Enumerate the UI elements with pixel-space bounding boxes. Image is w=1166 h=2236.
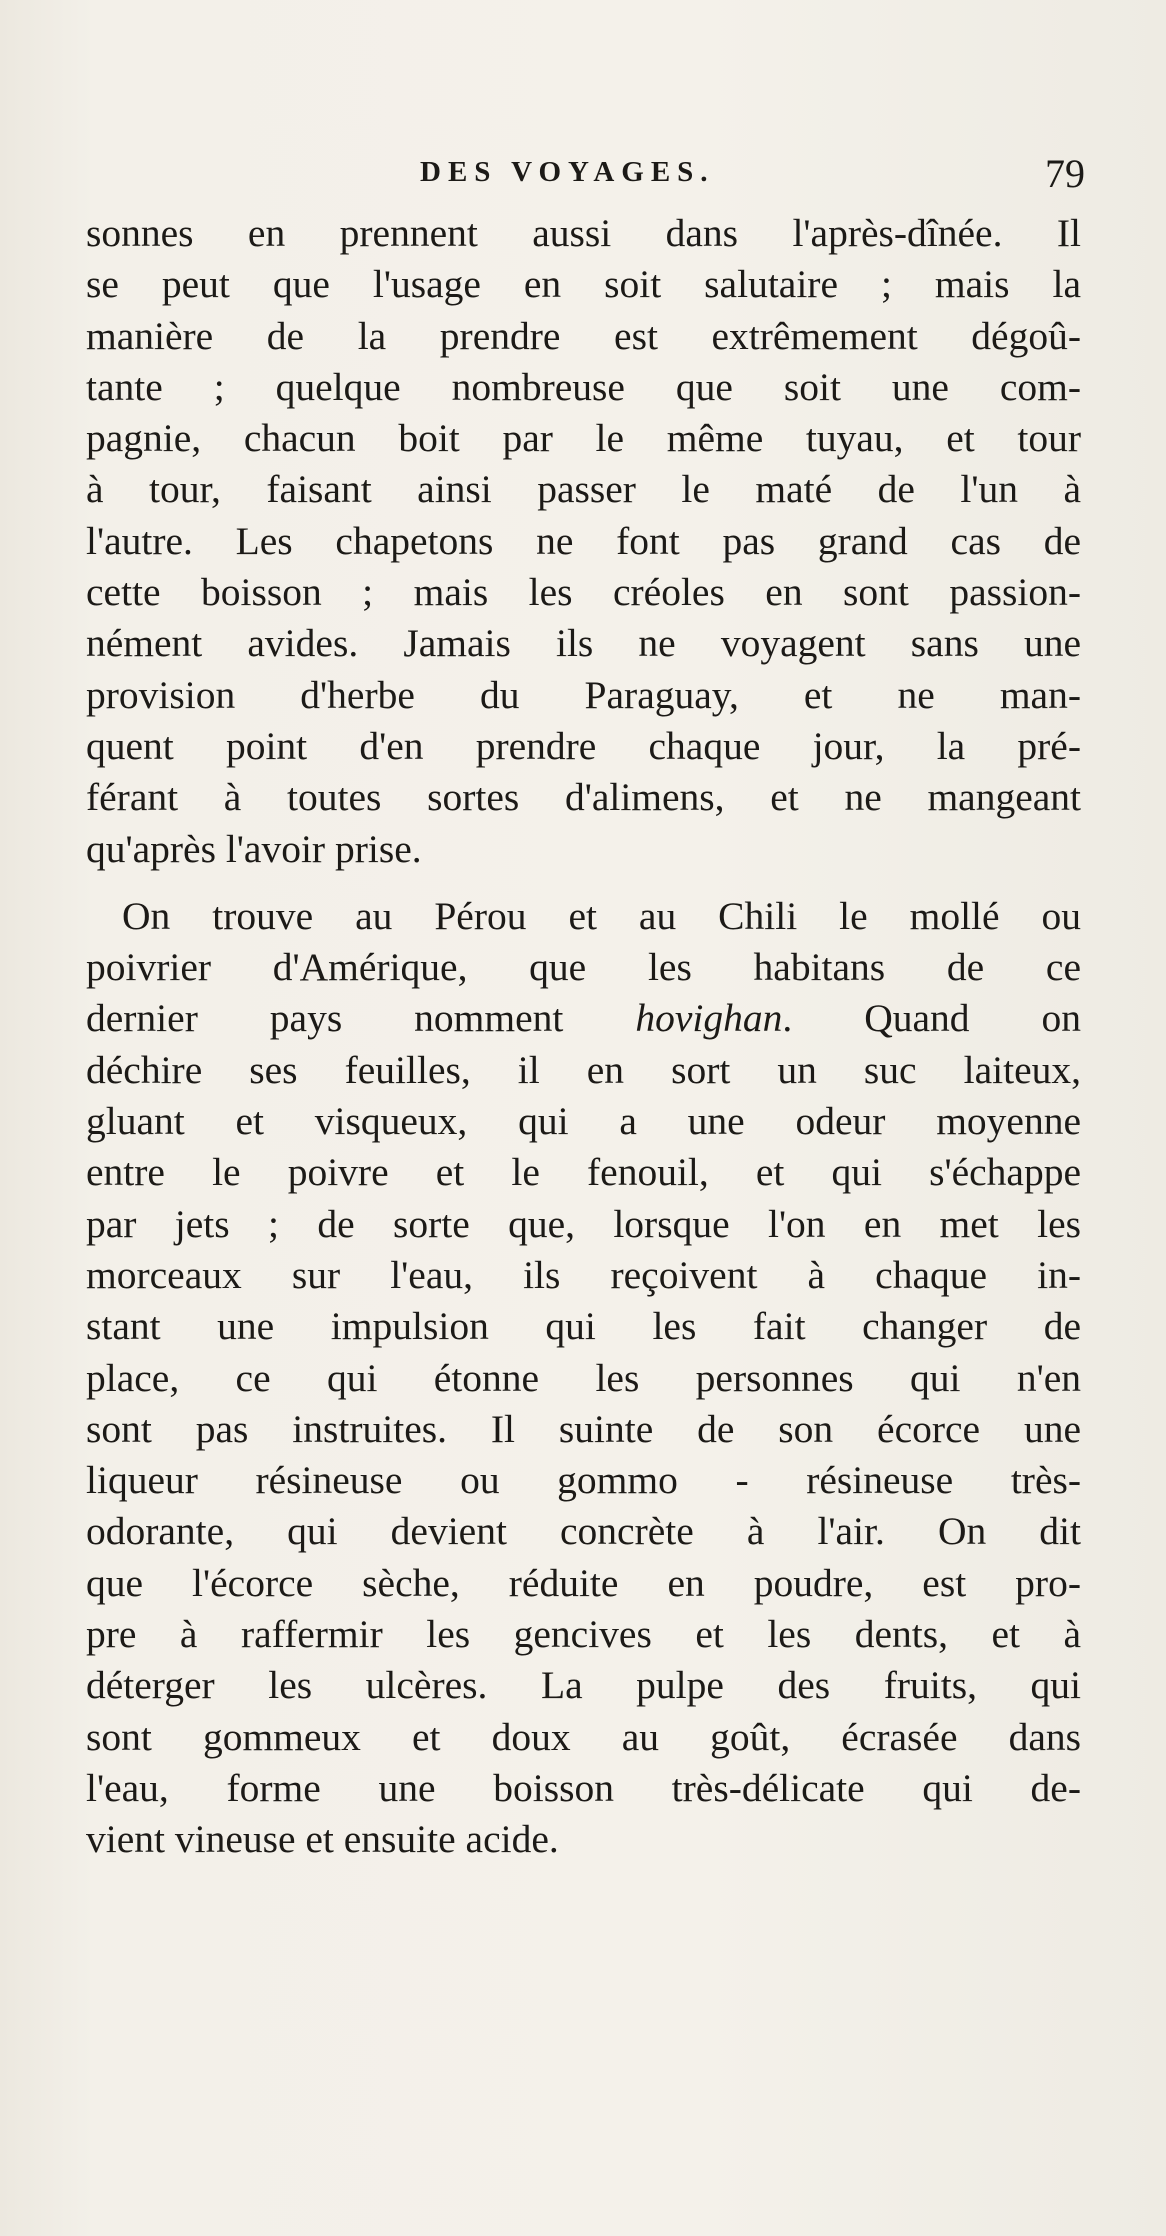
text-line: à tour, faisant ainsi passer le maté de l'un à bbox=[86, 467, 1081, 512]
text-line: gluant et visqueux, qui a une odeur moyenne bbox=[86, 1099, 1081, 1144]
text-line: par jets ; de sorte que, lorsque l'on en met les bbox=[86, 1201, 1081, 1246]
text-line: se peut que l'usage en soit salutaire ; mais la bbox=[86, 262, 1081, 307]
text-line: déchire ses feuilles, il en sort un suc laiteux, bbox=[86, 1047, 1081, 1092]
text-line: pre à raffermir les gencives et les dents, et à bbox=[86, 1612, 1081, 1657]
text-line: nément avides. Jamais ils ne voyagent sans une bbox=[86, 621, 1081, 666]
paragraph-1 bbox=[86, 208, 1081, 875]
text-line: stant une impulsion qui les fait changer de bbox=[86, 1304, 1081, 1349]
text-line: sont pas instruites. Il suinte de son écorce une bbox=[86, 1406, 1081, 1451]
text-line: pagnie, chacun boit par le même tuyau, et tour bbox=[86, 416, 1081, 461]
text-line: qu'après l'avoir prise. bbox=[86, 826, 422, 871]
text-line-with-italic bbox=[86, 993, 1081, 1044]
italic-term: hovighan bbox=[635, 996, 783, 1041]
running-head: DES VOYAGES. bbox=[420, 156, 715, 188]
text-line: tante ; quelque nombreuse que soit une com- bbox=[86, 364, 1081, 409]
text-line: sont gommeux et doux au goût, écrasée dans bbox=[86, 1714, 1081, 1759]
text-line: cette boisson ; mais les créoles en sont passion- bbox=[86, 570, 1081, 615]
body-text bbox=[86, 208, 1081, 1866]
text-line: entre le poivre et le fenouil, et qui s'échappe bbox=[86, 1150, 1081, 1195]
text-line: que l'écorce sèche, réduite en poudre, est pro- bbox=[86, 1560, 1081, 1605]
text-line: déterger les ulcères. La pulpe des fruits, qui bbox=[86, 1663, 1081, 1708]
text-line: l'eau, forme une boisson très-délicate qui de- bbox=[86, 1765, 1081, 1810]
text-segment: dernier pays nomment bbox=[86, 996, 564, 1041]
paragraph-2 bbox=[86, 891, 1081, 1866]
text-line: On trouve au Pérou et au Chili le mollé ou bbox=[122, 893, 1081, 938]
text-line: poivrier d'Amérique, que les habitans de ce bbox=[86, 945, 1081, 990]
text-line: odorante, qui devient concrète à l'air. On dit bbox=[86, 1509, 1081, 1554]
text-line: férant à toutes sortes d'alimens, et ne mangeant bbox=[86, 775, 1081, 820]
text-line: provision d'herbe du Paraguay, et ne man- bbox=[86, 672, 1081, 717]
text-segment: . Quand on bbox=[782, 996, 1081, 1041]
text-line: manière de la prendre est extrêmement dégoû- bbox=[86, 313, 1081, 358]
text-line: l'autre. Les chapetons ne font pas grand cas de bbox=[86, 518, 1081, 563]
text-line: morceaux sur l'eau, ils reçoivent à chaque in- bbox=[86, 1252, 1081, 1297]
text-line: quent point d'en prendre chaque jour, la pré- bbox=[86, 723, 1081, 768]
page-number: 79 bbox=[1045, 151, 1085, 196]
text-line: sonnes en prennent aussi dans l'après-dînée. Il bbox=[86, 211, 1081, 255]
text-line: vient vineuse et ensuite acide. bbox=[86, 1817, 559, 1862]
text-line: place, ce qui étonne les personnes qui n'en bbox=[86, 1355, 1081, 1400]
text-line: liqueur résineuse ou gommo - résineuse très- bbox=[86, 1458, 1081, 1503]
page-header bbox=[0, 150, 1166, 206]
